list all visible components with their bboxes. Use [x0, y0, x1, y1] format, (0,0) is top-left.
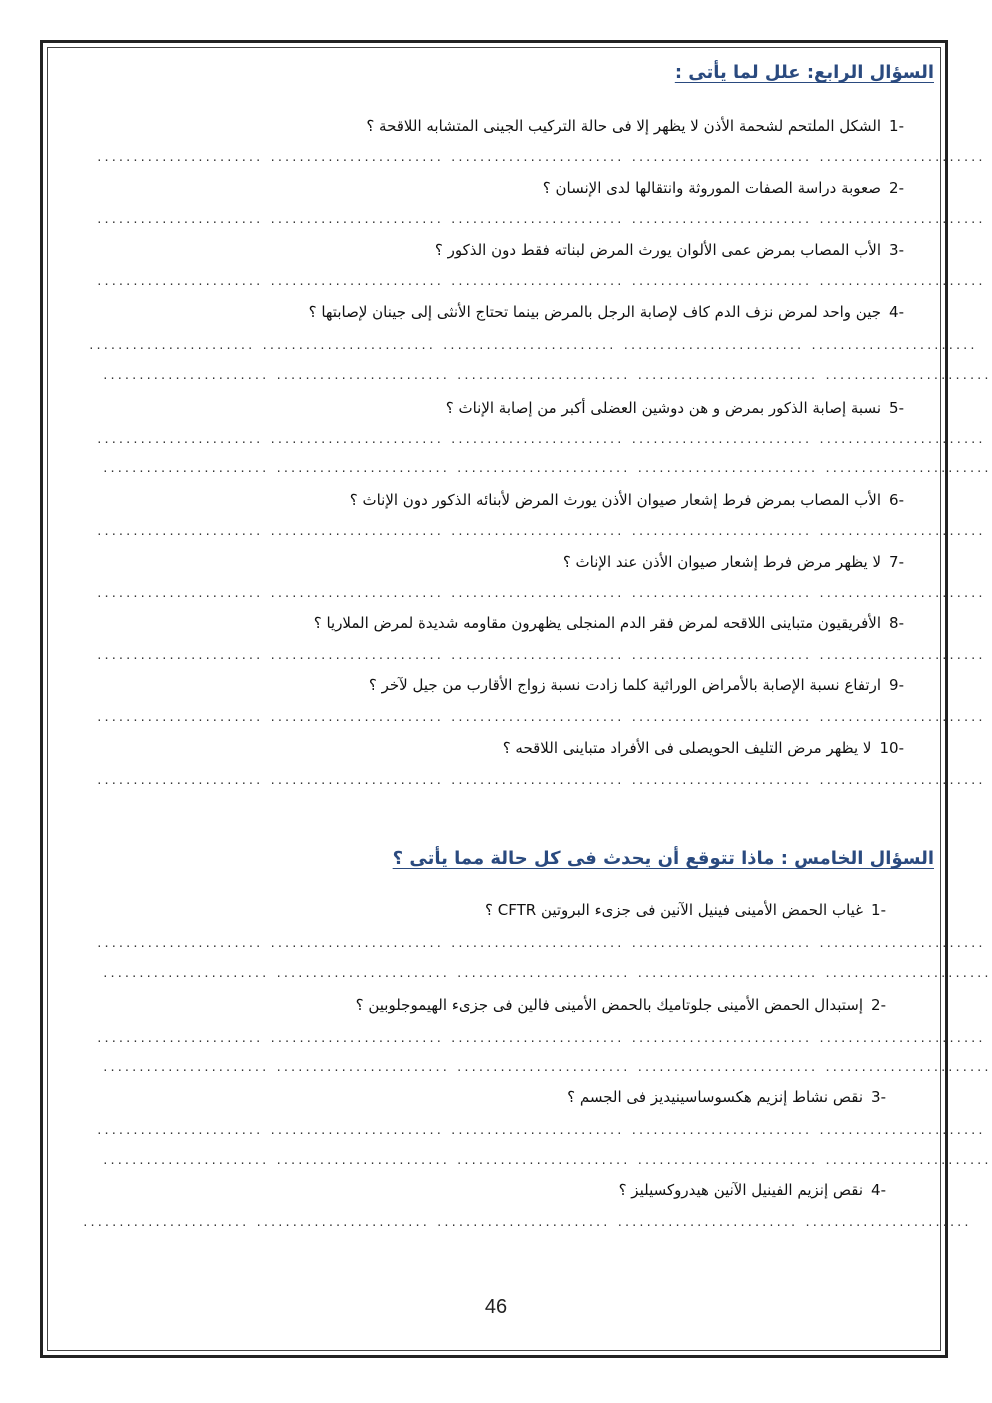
- answer-line[interactable]: ....................... ........................ ........................ ......................... .......................: [96, 712, 985, 724]
- section5-title: السؤال الخامس : ماذا تتوقع أن يحدث فى كل حالة مما يأتى ؟: [392, 848, 934, 869]
- answer-line[interactable]: ....................... ........................ ........................ ......................... .......................: [96, 588, 985, 600]
- s4-question-2: -2صعوبة دراسة الصفات الموروثة وانتقالها لدى الإنسان ؟: [542, 179, 904, 197]
- answer-line[interactable]: ....................... ........................ ........................ ......................... .......................: [82, 1217, 971, 1229]
- s4-question-3: -3الأب المصاب بمرض عمى الألوان يورث المرض لبناته فقط دون الذكور ؟: [434, 241, 904, 259]
- s5-question-4: -4نقص إنزيم الفينيل الآنين هيدروكسيليز ؟: [618, 1181, 886, 1199]
- answer-line[interactable]: ....................... ........................ ........................ ......................... .......................: [96, 650, 985, 662]
- s5-question-2: -2إستبدال الحمض الأمينى جلوتاميك بالحمض الأمينى فالين فى جزىء الهيموجلوبين ؟: [355, 996, 886, 1014]
- answer-line[interactable]: ....................... ........................ ........................ ......................... .......................: [96, 526, 985, 538]
- s4-question-10: -10لا يظهر مرض التليف الحويصلى فى الأفراد متباينى اللاقحه ؟: [502, 739, 904, 757]
- page-number: 46: [484, 1296, 508, 1318]
- s4-question-4: -4جين واحد لمرض نزف الدم كاف لإصابة الرجل بالمرض بينما تحتاج الأنثى إلى جينان لإصابتها ؟: [308, 303, 904, 321]
- answer-line[interactable]: ....................... ........................ ........................ ......................... .......................: [102, 1155, 991, 1167]
- answer-line[interactable]: ....................... ........................ ........................ ......................... .......................: [96, 434, 985, 446]
- s4-question-9: -9ارتفاع نسبة الإصابة بالأمراض الوراثية كلما زادت نسبة زواج الأقارب من جيل لآخر ؟: [368, 676, 904, 694]
- answer-line[interactable]: ....................... ........................ ........................ ......................... .......................: [102, 1062, 991, 1074]
- answer-line[interactable]: ....................... ........................ ........................ ......................... .......................: [102, 968, 991, 980]
- s4-question-7: -7لا يظهر مرض فرط إشعار صيوان الأذن عند الإناث ؟: [562, 553, 904, 571]
- s4-question-8: -8الأفريقيون متباينى اللاقحه لمرض فقر الدم المنجلى يظهرون مقاومه شديدة لمرض الملاريا ؟: [313, 614, 904, 632]
- s5-question-3: -3نقص نشاط إنزيم هكسوساسينيديز فى الجسم ؟: [567, 1088, 886, 1106]
- s4-question-5: -5نسبة إصابة الذكور بمرض و هن دوشين العضلى أكبر من إصابة الإناث ؟: [445, 399, 904, 417]
- s4-question-6: -6الأب المصاب بمرض فرط إشعار صيوان الأذن يورث المرض لأبنائه الذكور دون الإناث ؟: [349, 491, 904, 509]
- section4-title: السؤال الرابع: علل لما يأتى :: [674, 62, 934, 83]
- s5-question-1: -1غياب الحمض الأمينى فينيل الآنين فى جزىء البروتين CFTR ؟: [485, 901, 886, 919]
- answer-line[interactable]: ....................... ........................ ........................ ......................... .......................: [96, 775, 985, 787]
- answer-line[interactable]: ....................... ........................ ........................ ......................... .......................: [102, 370, 991, 382]
- answer-line[interactable]: ....................... ........................ ........................ ......................... .......................: [102, 463, 991, 475]
- answer-line[interactable]: ....................... ........................ ........................ ......................... .......................: [96, 938, 985, 950]
- s4-question-1: -1الشكل الملتحم لشحمة الأذن لا يظهر إلا فى حالة التركيب الجينى المتشابه اللاقحة ؟: [366, 117, 904, 135]
- answer-line[interactable]: ....................... ........................ ........................ ......................... .......................: [96, 276, 985, 288]
- answer-line[interactable]: ....................... ........................ ........................ ......................... .......................: [88, 340, 977, 352]
- answer-line[interactable]: ....................... ........................ ........................ ......................... .......................: [96, 214, 985, 226]
- answer-line[interactable]: ....................... ........................ ........................ ......................... .......................: [96, 1033, 985, 1045]
- answer-line[interactable]: ....................... ........................ ........................ ......................... .......................: [96, 152, 985, 164]
- answer-line[interactable]: ....................... ........................ ........................ ......................... .......................: [96, 1125, 985, 1137]
